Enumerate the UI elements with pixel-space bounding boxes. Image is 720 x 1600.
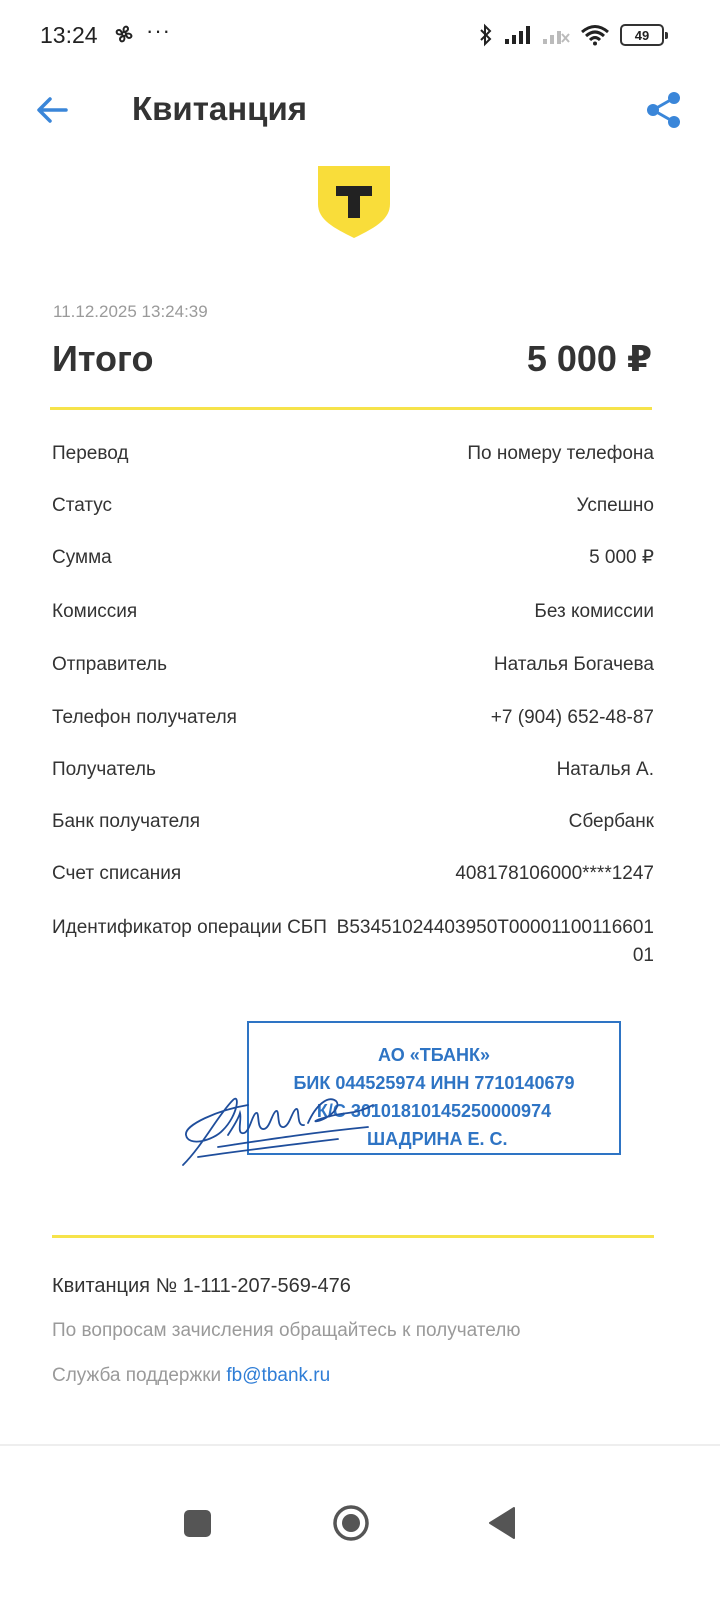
total-amount: 5 000 ₽ [526,338,652,379]
wifi-icon [580,24,610,46]
support-label: Служба поддержки [52,1365,227,1386]
stamp-line: ШАДРИНА Е. С. [367,1129,508,1149]
status-icons [478,22,664,48]
detail-label: Отправитель [52,654,168,675]
recents-icon[interactable] [184,1510,211,1537]
transaction-datetime: 11.12.2025 13:24:39 [53,302,208,321]
support-line [52,1365,330,1387]
detail-label: Комиссия [52,601,138,622]
detail-value: Успешно [576,495,654,516]
stamp-line: К/С 30101810145250000974 [316,1101,552,1121]
detail-row-commission [52,598,654,626]
total-label: Итого [52,338,154,379]
tbank-logo [316,164,392,240]
signal-off-icon [542,25,570,45]
detail-label: Счет списания [52,863,182,884]
stamp-line: АО «ТБАНК» [377,1045,491,1065]
back-triangle-icon[interactable] [488,1506,516,1540]
detail-value: +7 (904) 652-48-87 [490,707,654,728]
detail-label: Получатель [52,759,156,780]
detail-row-amount [52,544,654,572]
page-title: Квитанция [132,90,307,127]
detail-value: Без комиссии [534,601,654,622]
share-icon[interactable] [642,88,686,132]
detail-value: По номеру телефона [467,443,654,464]
bluetooth-icon [478,23,494,47]
status-bar [0,0,720,70]
fan-icon [112,22,136,46]
divider-top [50,407,652,410]
nav-divider [0,1444,720,1446]
detail-label: Сумма [52,547,112,568]
detail-label: Банк получателя [52,811,200,832]
detail-value: Сбербанк [568,811,654,832]
battery-icon [620,24,664,46]
home-icon[interactable] [332,1504,370,1542]
detail-row-transfer [52,440,654,468]
signature [178,1075,378,1170]
signal-icon [504,25,532,45]
detail-label: Перевод [52,443,129,464]
detail-label: Идентификатор операции СБП [52,917,327,938]
battery-level: 49 [634,27,650,43]
detail-value: Наталья А. [556,759,654,780]
detail-value: Наталья Богачева [493,654,654,675]
stamp-line: БИК 044525974 ИНН 7710140679 [293,1073,575,1093]
detail-value: 5 000 ₽ [589,547,654,568]
detail-row-recipient [52,756,654,784]
detail-row-status [52,492,654,520]
arrow-left-icon[interactable] [30,88,74,132]
detail-label: Статус [52,495,113,516]
detail-row-sender [52,651,654,679]
divider-bottom [52,1235,654,1238]
detail-row-recipient-phone [52,704,654,732]
support-email-link[interactable]: fb@tbank.ru [226,1365,331,1386]
detail-label: Телефон получателя [52,707,237,728]
detail-row-sbp-id [52,914,654,970]
detail-value: 408178106000****1247 [455,863,654,884]
status-time: 13:24 [40,22,98,48]
receipt-number: Квитанция № 1-111-207-569-476 [52,1275,351,1297]
app-header [0,72,720,148]
detail-value: B53451024403950T0000110011660101 [336,917,654,966]
status-more-dots: ··· [146,18,171,43]
detail-row-recipient-bank [52,808,654,836]
detail-row-debit-account [52,860,654,888]
recipient-note: По вопросам зачисления обращайтесь к получателю [52,1320,521,1341]
